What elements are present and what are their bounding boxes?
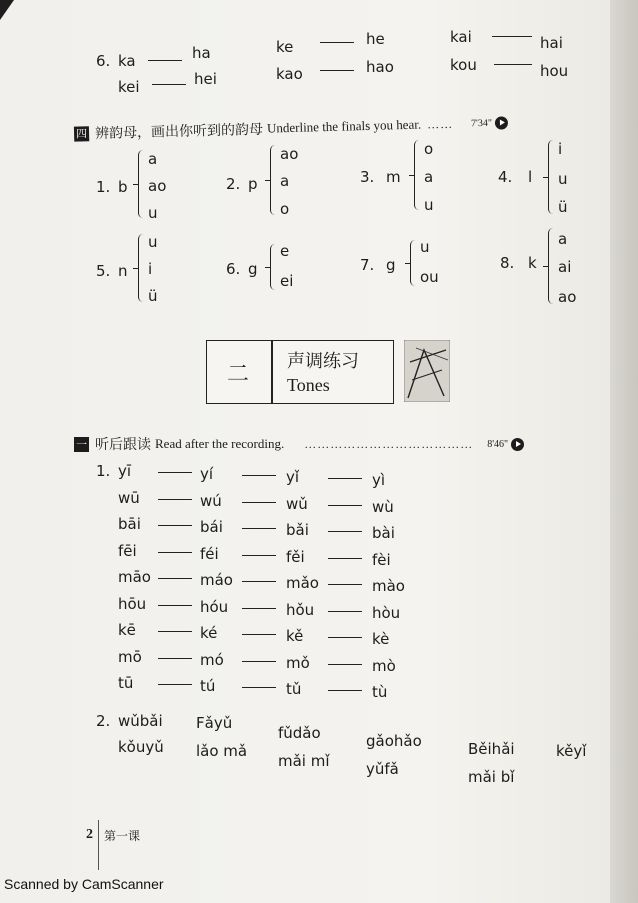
item-number: 2. — [226, 175, 241, 193]
dash — [328, 584, 362, 585]
dash — [320, 70, 354, 71]
dash — [328, 637, 362, 638]
dash — [158, 605, 192, 606]
final-option[interactable]: u — [148, 204, 158, 222]
dash — [158, 499, 192, 500]
final-option[interactable]: ai — [558, 258, 572, 276]
tone-syllable: mǒ — [286, 653, 310, 672]
final-option[interactable]: ü — [558, 198, 568, 216]
leader-dots: ………………………………… — [304, 436, 474, 451]
brace — [548, 140, 553, 214]
section-number-badge: 一 — [76, 437, 87, 451]
item-number: 6. — [96, 52, 111, 70]
tone-syllable: bài — [372, 524, 395, 542]
audio-time: 8'46" — [487, 438, 509, 450]
dash — [152, 84, 186, 85]
section-title-en: Read after the recording. — [155, 436, 285, 451]
dash — [242, 475, 276, 476]
tone-syllable: wú — [200, 491, 222, 510]
dash — [158, 472, 192, 473]
final-option[interactable]: ao — [558, 288, 577, 306]
dash — [158, 684, 192, 685]
tone-syllable: hǒu — [286, 600, 315, 619]
tone-syllable: yī — [118, 462, 132, 480]
audio-play-icon[interactable] — [495, 116, 508, 129]
tone-syllable: yí — [200, 465, 214, 483]
brace — [138, 150, 143, 218]
word: mǎi bǐ — [468, 768, 515, 786]
word: Běihǎi — [468, 740, 515, 758]
initial: m — [386, 168, 401, 186]
scanner-watermark: Scanned by CamScanner — [4, 876, 164, 892]
pinyin-left: ke — [276, 38, 294, 56]
pinyin-right: hei — [194, 70, 217, 88]
tone-syllable: mò — [372, 656, 396, 675]
dash — [242, 608, 276, 609]
dash — [158, 658, 192, 659]
tone-syllable: tū — [118, 674, 134, 692]
final-option[interactable]: o — [424, 140, 434, 158]
dash — [494, 64, 532, 65]
tone-syllable: kě — [286, 627, 304, 645]
final-option[interactable]: u — [424, 196, 434, 214]
tone-syllable: fèi — [372, 550, 391, 569]
pinyin-right: hai — [540, 34, 563, 52]
page-number: 2 — [86, 827, 93, 842]
pinyin-left: kai — [450, 28, 472, 46]
tones-section-box — [206, 340, 394, 404]
final-option[interactable]: i — [558, 140, 563, 158]
word: Fǎyǔ — [196, 714, 233, 732]
final-option[interactable]: u — [148, 233, 158, 251]
final-option[interactable]: a — [280, 172, 290, 190]
brace — [414, 140, 419, 210]
initial: l — [528, 168, 533, 186]
pinyin-left: ka — [118, 52, 136, 70]
final-option[interactable]: ao — [280, 145, 299, 163]
section-title-zh: 听后跟读 — [95, 437, 151, 453]
initial: n — [118, 262, 128, 280]
dash — [242, 634, 276, 635]
pinyin-right: he — [366, 30, 385, 48]
initial: g — [386, 256, 396, 274]
item-number: 1. — [96, 178, 111, 196]
lesson-label: 第一课 — [104, 828, 141, 843]
section-title-zh: 辨韵母，画出你听到的韵母 — [94, 121, 264, 143]
tone-syllable: yì — [372, 471, 386, 489]
final-option[interactable]: u — [558, 170, 568, 188]
tones-title-zh: 声调练习 — [287, 351, 359, 372]
item-number: 1. — [96, 462, 111, 480]
item-number: 7. — [360, 256, 375, 274]
section-number-badge: 四 — [74, 126, 89, 141]
tone-syllable: wù — [372, 497, 394, 516]
dash — [328, 505, 362, 506]
word: gǎohǎo — [366, 732, 422, 750]
audio-time: 7'34" — [470, 117, 493, 129]
tone-syllable: mǎo — [286, 574, 319, 592]
audio-play-icon[interactable] — [511, 438, 524, 451]
pinyin-left: kao — [276, 65, 303, 83]
tone-syllable: ké — [200, 624, 218, 642]
dash — [158, 552, 192, 553]
word: mǎi mǐ — [278, 752, 330, 770]
dash — [328, 478, 362, 479]
brace — [410, 240, 415, 286]
item-number: 3. — [360, 168, 375, 186]
final-option[interactable]: a — [558, 230, 568, 248]
dash — [242, 528, 276, 529]
tones-section-number: 二 — [227, 362, 250, 387]
brace — [548, 228, 553, 304]
initial: p — [248, 175, 258, 193]
section-one-heading — [74, 434, 524, 454]
tone-syllable: mó — [200, 650, 224, 669]
tone-syllable: bǎi — [286, 521, 309, 539]
dash — [148, 60, 182, 61]
tone-syllable: tù — [372, 683, 388, 701]
tone-syllable: mào — [372, 577, 405, 595]
item-number: 5. — [96, 262, 111, 280]
tone-syllable: tǔ — [286, 680, 302, 698]
tone-syllable: wū — [118, 488, 140, 507]
tone-syllable: yǐ — [286, 468, 300, 486]
leader-dots: …… — [426, 116, 454, 131]
dash — [158, 631, 192, 632]
dash — [328, 531, 362, 532]
word: wǔbǎi — [118, 712, 163, 730]
tone-syllable: fēi — [118, 541, 137, 560]
dash — [242, 687, 276, 688]
tone-syllable: tú — [200, 677, 216, 695]
page-footer — [86, 826, 140, 844]
dash — [158, 525, 192, 526]
item-number: 4. — [498, 168, 513, 186]
page-corner-mark — [0, 0, 14, 20]
final-option[interactable]: ou — [420, 268, 439, 286]
brace — [138, 234, 143, 302]
final-option[interactable]: e — [280, 242, 290, 260]
book-spine — [610, 0, 638, 903]
dash — [320, 42, 354, 43]
tone-syllable: bāi — [118, 515, 141, 533]
tone-syllable: bái — [200, 518, 223, 536]
word: yǔfǎ — [366, 760, 399, 778]
initial: k — [528, 254, 537, 272]
tone-syllable: hóu — [200, 597, 229, 616]
final-option[interactable]: ü — [148, 287, 158, 305]
dash — [328, 611, 362, 612]
brace — [270, 244, 275, 290]
initial: b — [118, 178, 128, 196]
dash — [492, 36, 532, 37]
pinyin-right: hou — [540, 62, 569, 80]
dash — [242, 555, 276, 556]
word: kěyǐ — [556, 742, 587, 760]
margin-line — [98, 820, 99, 870]
tone-syllable: kē — [118, 621, 136, 639]
dash — [158, 578, 192, 579]
dash — [242, 661, 276, 662]
final-option[interactable]: a — [424, 168, 434, 186]
dash — [328, 558, 362, 559]
final-option[interactable]: a — [148, 150, 158, 168]
dash — [242, 502, 276, 503]
tone-syllable: māo — [118, 568, 151, 586]
brace — [270, 145, 275, 215]
dash — [328, 690, 362, 691]
final-option[interactable]: ao — [148, 177, 167, 195]
tone-syllable: fěi — [286, 547, 305, 566]
item-number: 8. — [500, 254, 515, 272]
pinyin-left: kou — [450, 56, 477, 74]
tone-syllable: wǔ — [286, 494, 308, 513]
tone-syllable: hōu — [118, 594, 147, 613]
pinyin-left: kei — [118, 78, 140, 96]
tones-title-en: Tones — [287, 375, 330, 395]
final-option[interactable]: ei — [280, 272, 294, 290]
section-four-heading — [74, 112, 508, 143]
word: lǎo mǎ — [196, 742, 248, 760]
final-option[interactable]: o — [280, 200, 290, 218]
tone-syllable: mō — [118, 647, 142, 666]
initial: g — [248, 260, 258, 278]
item-number: 6. — [226, 260, 241, 278]
pinyin-right: ha — [192, 44, 211, 62]
final-option[interactable]: i — [148, 260, 153, 278]
pinyin-right: hao — [366, 58, 394, 76]
tone-diagram-icon — [404, 340, 450, 402]
final-option[interactable]: u — [420, 238, 430, 256]
word: fǔdǎo — [278, 724, 321, 742]
word: kǒuyǔ — [118, 738, 164, 756]
section-title-en: Underline the finals you hear. — [266, 116, 422, 136]
tone-syllable: kè — [372, 630, 390, 648]
item-number: 2. — [96, 712, 111, 730]
tone-syllable: hòu — [372, 603, 401, 622]
tone-syllable: féi — [200, 544, 219, 563]
box-divider — [271, 341, 273, 403]
dash — [328, 664, 362, 665]
tone-syllable: máo — [200, 571, 233, 589]
dash — [242, 581, 276, 582]
